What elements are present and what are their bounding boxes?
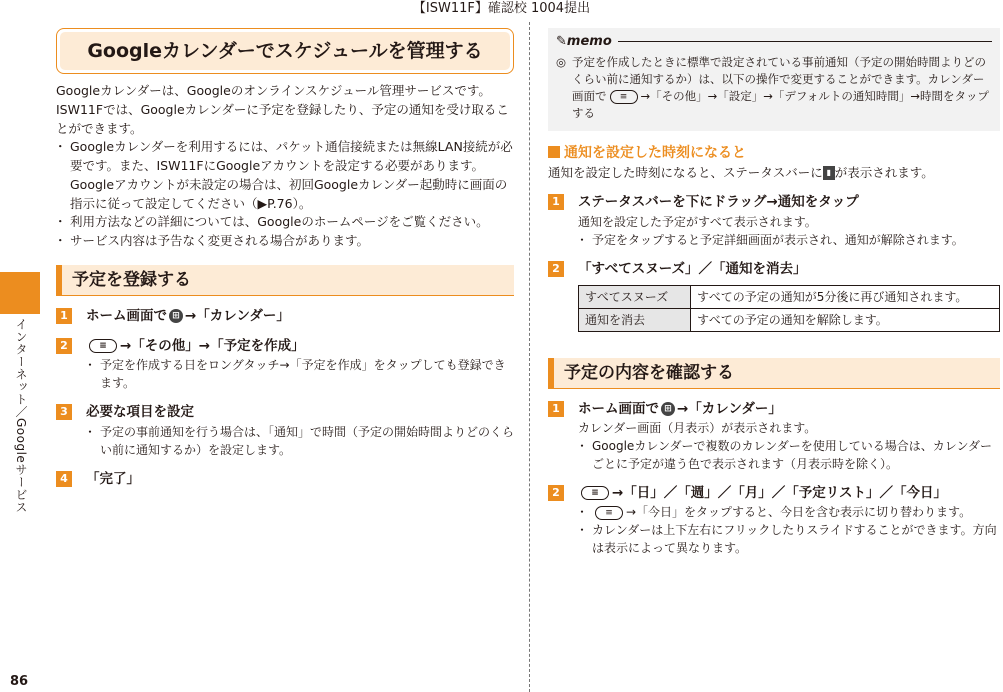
step-text: 「すべてスヌーズ」／「通知を消去」: [578, 260, 807, 277]
step-number: 2: [548, 485, 564, 501]
notify-step-2: [548, 259, 1000, 279]
memo-box: [548, 28, 1000, 131]
step-text-post: →「カレンダー」: [677, 400, 782, 417]
option-value: すべての予定の通知が5分後に再び通知されます。: [691, 285, 1000, 308]
step-number: 2: [548, 261, 564, 277]
chapter-tab: [0, 272, 40, 314]
confirm-step-1: [548, 399, 1000, 419]
step-text: →「日」／「週」／「月」／「予定リスト」／「今日」: [612, 485, 948, 501]
notify-text-pre: 通知を設定した時刻になると、ステータスバーに: [548, 164, 823, 180]
notify-step-1: [548, 192, 1000, 212]
notify-text-post: が表示されます。: [834, 164, 934, 180]
apps-icon: ⊞: [169, 309, 183, 323]
option-value: すべての予定の通知を解除します。: [691, 308, 1000, 331]
step-number: 1: [56, 308, 72, 324]
pencil-icon: ✎: [556, 34, 567, 49]
option-key: すべてスヌーズ: [579, 285, 691, 308]
print-header: 【ISW11F】確認校 1004提出: [412, 1, 591, 16]
step-number: 1: [548, 194, 564, 210]
intro-paragraph-1: Googleカレンダーは、Googleのオンラインスケジュール管理サービスです。: [56, 83, 491, 98]
step-number: 4: [56, 471, 72, 487]
step-sub-text: カレンダー画面（月表示）が表示されます。: [578, 421, 817, 435]
step-note: [578, 503, 1000, 521]
page-title-box: [56, 28, 514, 74]
memo-text-post: →「その他」→「設定」→「デフォルトの通知時間」→時間をタップする: [572, 89, 989, 121]
confirm-step-2: [548, 483, 1000, 503]
memo-text-pre: 予定を作成したときに標準で設定されている事前通知（予定の開始時間よりどのくらい前に通知するか）は、以下の操作で変更することができます。カレンダー画面で: [572, 54, 986, 103]
step-note: ・ 予定をタップすると予定詳細画面が表示され、通知が解除されます。: [578, 231, 1000, 249]
memo-heading: [556, 32, 992, 52]
section-title-confirm: 予定の内容を確認する: [548, 358, 1000, 389]
step-text-pre: ホーム画面で: [578, 400, 659, 417]
menu-key-icon: ≡: [595, 506, 623, 520]
table-row: [579, 308, 1000, 331]
notify-step-1-notes: [548, 231, 1000, 249]
step-4: [56, 469, 514, 489]
step-sub-text: 通知を設定した予定がすべて表示されます。: [578, 214, 817, 229]
memo-item: [556, 54, 992, 123]
step-3: [56, 402, 514, 422]
note-item: ・ 利用方法などの詳細については、Googleのホームページをご覧ください。: [56, 213, 514, 232]
step-note: ・ 予定を作成する日をロングタッチ→「予定を作成」をタップしても登録できます。: [86, 356, 514, 392]
notify-heading: [548, 143, 1000, 164]
step-text-post: →「カレンダー」: [185, 307, 290, 324]
menu-key-icon: ≡: [89, 339, 117, 353]
menu-key-icon: ≡: [610, 90, 638, 104]
apps-icon: ⊞: [661, 402, 675, 416]
step-1: [56, 306, 514, 326]
step-note: ・ 予定の事前通知を行う場合は、「通知」で時間（予定の開始時間よりどのくらい前に通知するか）を設定します。: [86, 423, 514, 459]
step-text-pre: ホーム画面で: [86, 307, 167, 324]
option-key: 通知を消去: [579, 308, 691, 331]
section-title-register: 予定を登録する: [56, 265, 514, 296]
menu-key-icon: ≡: [581, 486, 609, 500]
confirm-step-1-notes: [548, 437, 1000, 473]
step-text: 「完了」: [86, 470, 140, 487]
option-table: [578, 285, 1000, 332]
step-text: →「その他」→「予定を作成」: [120, 338, 305, 354]
memo-label: memo: [566, 34, 612, 49]
note-item: ・ サービス内容は予告なく変更される場合があります。: [56, 232, 514, 251]
square-bullet-icon: [548, 146, 560, 158]
page-title: Googleカレンダーでスケジュールを管理する: [60, 32, 510, 70]
step-number: 1: [548, 401, 564, 417]
confirm-step-2-notes: [548, 503, 1000, 557]
step-number: 2: [56, 338, 72, 354]
left-column: [56, 28, 514, 489]
calendar-notification-icon: ▮: [823, 166, 835, 180]
step-note: ・ カレンダーは上下左右にフリックしたりスライドすることができます。方向は表示によって異なります。: [578, 521, 1000, 557]
memo-rule: [618, 41, 992, 42]
step-note: ・ Googleカレンダーで複数のカレンダーを使用している場合は、カレンダーごとに予定が違う色で表示されます（月表示時を除く）。: [578, 437, 1000, 473]
page-number: 86: [10, 674, 29, 689]
table-row: [579, 285, 1000, 308]
step-number: 3: [56, 404, 72, 420]
step-note-text: →「今日」をタップすると、今日を含む表示に切り替わります。: [626, 505, 972, 520]
column-divider: [529, 22, 530, 692]
note-item: ・ Googleカレンダーを利用するには、パケット通信接続または無線LAN接続が必要です。また、ISW11FにGoogleアカウントを設定する必要があります。Googleアカウントが未設定の場合は、初回Googleカレンダー起動時に画面の指示に従って設定してください（▶P.76）。: [56, 138, 514, 213]
step-2: [56, 336, 514, 356]
right-column: [548, 28, 1000, 557]
step-2-notes: [56, 356, 514, 392]
notify-text: [548, 164, 1000, 183]
note-list: [56, 138, 514, 251]
step-3-notes: [56, 423, 514, 459]
step-text: ステータスバーを下にドラッグ→通知をタップ: [578, 194, 859, 211]
intro-paragraph-2: ISW11Fでは、Googleカレンダーに予定を登録したり、予定の通知を受け取ることができます。: [56, 101, 509, 136]
notify-heading-text: 通知を設定した時刻になると: [564, 144, 746, 161]
chapter-label: インターネット／Googleサービス: [14, 318, 28, 514]
step-text: 必要な項目を設定: [86, 404, 194, 421]
